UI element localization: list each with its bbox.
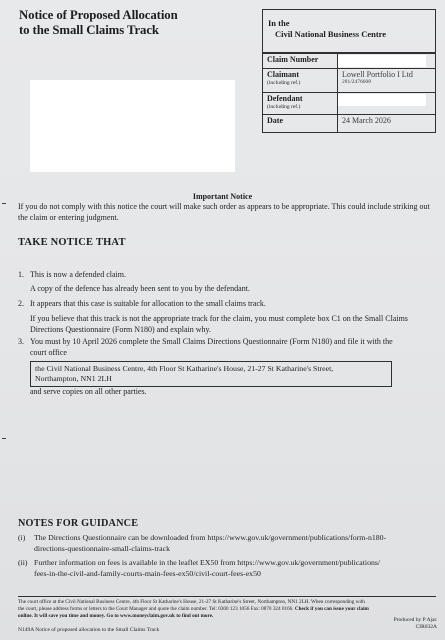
claim-number-value bbox=[338, 54, 436, 69]
court-address-line-2: Northampton, NN1 2LH bbox=[35, 374, 112, 383]
defendant-redaction bbox=[338, 94, 426, 106]
footer-court-office-text: The court office at the Civil National Business Centre, 4th Floor St Katharine's House, 21-27 St Katharine's Street, Northampton, NN1 2LH. When corresponding with the court, please address forms or letters to the Court Manager and quote the claim number. Tel: 0300 123 1056 Fax: 0870 324 0166. Check if you can issue your claim online. It will save you time and money. Go to www.moneyclaim.gov.uk to find out more. bbox=[18, 599, 369, 619]
notice-item-2-text: It appears that this case is suitable for allocation to the small claims track. bbox=[30, 299, 266, 308]
title-line-2: to the Small Claims Track bbox=[19, 23, 159, 37]
claimant-value: Lowell Portfolio I Ltd 281/2476608 bbox=[338, 69, 436, 93]
claimant-label: Claimant (including ref.) bbox=[263, 69, 338, 93]
defendant-label: Defendant (including ref.) bbox=[263, 93, 338, 115]
notice-item-2-sub: If you believe that this track is not the appropriate track for the claim, you must complete box C1 on the Small Claims Directions Questionnaire (Form N180) and explain why. bbox=[30, 314, 408, 334]
court-office-address-box bbox=[30, 361, 392, 387]
notice-item-2 bbox=[18, 298, 438, 309]
notice-item-2-number: 2. bbox=[18, 299, 24, 308]
title-line-1: Notice of Proposed Allocation bbox=[19, 8, 178, 22]
notice-item-3-number: 3. bbox=[18, 337, 24, 346]
notice-item-1 bbox=[18, 269, 438, 280]
claim-details-table bbox=[262, 53, 436, 133]
court-box bbox=[262, 9, 436, 53]
document-title bbox=[19, 8, 224, 38]
claim-number-label: Claim Number bbox=[263, 54, 338, 69]
guidance-note-2-index: (ii) bbox=[18, 558, 28, 567]
court-name: Civil National Business Centre bbox=[275, 29, 387, 39]
court-in-the-label: In the bbox=[268, 18, 290, 28]
important-notice-text: If you do not comply with this notice the court will make such order as appears to be appropriate. This could include striking out the claim or entering judgment. bbox=[18, 202, 430, 222]
date-value: 24 March 2026 bbox=[338, 115, 436, 133]
punch-mark bbox=[2, 438, 6, 439]
defendant-value bbox=[338, 93, 436, 115]
guidance-note-2 bbox=[18, 558, 438, 580]
guidance-note-1 bbox=[18, 533, 438, 555]
notice-item-3 bbox=[18, 336, 438, 358]
form-reference: N149A Notice of proposed allocation to the Small Claims Track bbox=[18, 627, 160, 633]
guidance-note-2-text: Further information on fees is available in the leaflet EX50 from https://www.gov.uk/government/publications/ fees-in-the-civil-and-family-courts-main-fees-ex50/civil-court-fees-ex50 bbox=[34, 558, 381, 578]
date-row bbox=[263, 115, 436, 133]
notice-item-1-text: This is now a defended claim. bbox=[30, 270, 126, 279]
notice-item-3-text: You must by 10 April 2026 complete the Small Claims Directions Questionnaire (Form N180) and file it with the court office bbox=[30, 337, 393, 357]
notes-for-guidance-heading: NOTES FOR GUIDANCE bbox=[18, 518, 139, 529]
important-notice-heading: Important Notice bbox=[192, 192, 253, 201]
claimant-reference: 281/2476608 bbox=[342, 79, 372, 85]
footer-divider bbox=[18, 596, 436, 597]
claimant-row bbox=[263, 69, 436, 93]
punch-mark bbox=[2, 203, 6, 204]
serve-copies-text: and serve copies on all other parties. bbox=[30, 387, 147, 396]
notice-item-1-number: 1. bbox=[18, 270, 24, 279]
notice-item-1-sub: A copy of the defence has already been sent to you by the defendant. bbox=[30, 284, 250, 293]
take-notice-heading: TAKE NOTICE THAT bbox=[18, 237, 126, 248]
recipient-address-redaction bbox=[30, 80, 235, 172]
claim-number-row bbox=[263, 54, 436, 69]
defendant-sub-label: (including ref.) bbox=[267, 104, 301, 110]
guidance-note-1-index: (i) bbox=[18, 533, 26, 542]
court-address-line-1: the Civil National Business Centre, 4th Floor St Katharine's House, 21-27 St Katharine's Street, bbox=[35, 364, 334, 373]
guidance-note-1-text: The Directions Questionnaire can be downloaded from https://www.gov.uk/government/publications/form-n180- directions-questionnaire-small-claims-track bbox=[34, 533, 387, 553]
form-code: CIR032A bbox=[415, 624, 437, 630]
date-label: Date bbox=[263, 115, 338, 133]
claim-number-redaction bbox=[338, 55, 426, 67]
defendant-row bbox=[263, 93, 436, 115]
claimant-sub-label: (including ref.) bbox=[267, 80, 301, 86]
produced-by: Produced by P Ajac CIR032A bbox=[393, 617, 437, 630]
